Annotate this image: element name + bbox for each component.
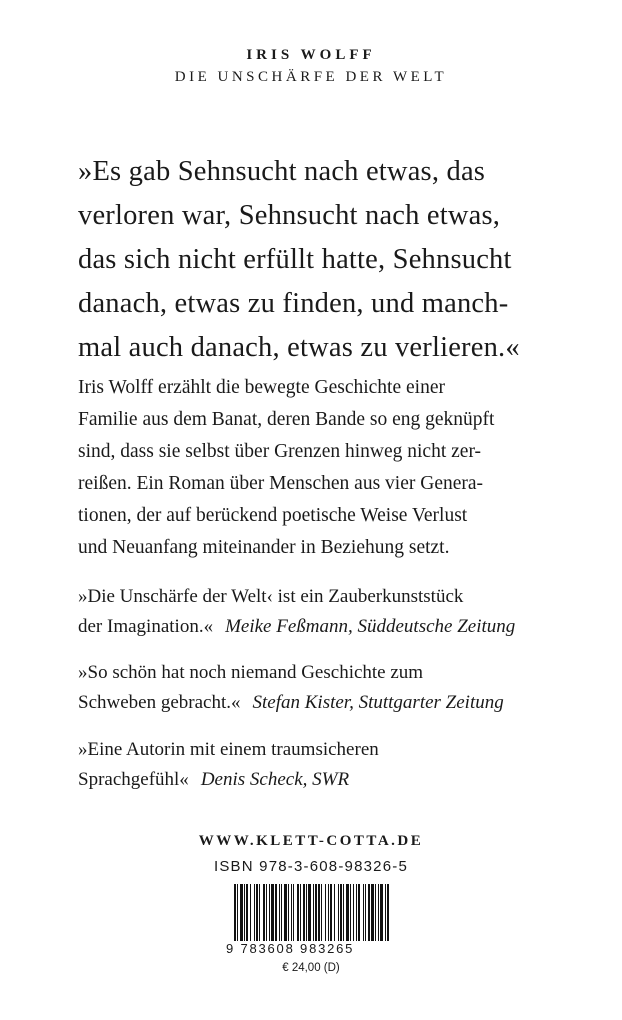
publisher-website: WWW.KLETT-COTTA.DE [198,833,424,849]
description-line: Iris Wolff erzählt die bewegte Geschichte einer [78,377,445,398]
barcode-bar [375,884,376,946]
author-name: IRIS WOLFF [246,47,376,63]
barcode-bar [300,884,301,946]
review-text: »Eine Autorin mit einem traumsicheren [78,739,379,760]
quote-line: verloren war, Sehnsucht nach etwas, [78,200,501,231]
review-text: der Imagination.« [78,616,214,637]
barcode-bar [275,884,277,946]
quote-line: mal auch danach, etwas zu verlieren.« [78,332,520,363]
barcode-bar [308,884,311,946]
barcode-bar [328,884,329,946]
review-text-end [78,612,558,642]
barcode-bar [240,884,243,946]
review-text: »So schön hat noch niemand Geschichte zum [78,662,424,683]
barcode-bar [271,884,274,946]
barcode-bar [284,884,287,946]
barcode-bar [288,884,289,946]
barcode-bar [350,884,351,946]
barcode-bar [346,884,349,946]
barcode-bar [263,884,265,946]
barcode-bar [297,884,299,946]
barcode-bar [293,884,294,946]
review-source: Denis Scheck, SWR [200,769,350,790]
quote-line: »Es gab Sehnsucht nach etwas, das [78,156,486,187]
review-text: Schweben gebracht.« [78,692,241,713]
barcode-bar [343,884,344,946]
barcode-bar [338,884,339,946]
barcode-bar [246,884,248,946]
barcode-bar [256,884,258,946]
barcode-bar [321,884,322,946]
barcode-bar [353,884,354,946]
barcode-bar [385,884,386,946]
price: € 24,00 (D) [282,962,340,974]
barcode-bar [325,884,326,946]
description-line: Familie aus dem Banat, deren Bande so eng geknüpft [78,409,495,430]
review-text-end [78,688,558,718]
book-description [78,372,548,564]
barcode-bar [237,884,238,946]
barcode-digits: 9 783608 983265 [226,941,396,956]
featured-quote [78,150,558,370]
barcode-bar [306,884,307,946]
barcode-bar [330,884,332,946]
review-quote-2 [78,658,558,718]
review-quote-3 [78,735,558,795]
barcode-bar [363,884,364,946]
review-text: »Die Unschärfe der Welt‹ ist ein Zauberkunststück [78,586,464,607]
barcode-bar [368,884,370,946]
barcode-bar [234,884,236,946]
barcode-bar [380,884,383,946]
review-text-end [78,765,558,795]
barcode-bar [358,884,360,946]
barcode-bar [365,884,366,946]
review-source: Meike Feßmann, Süddeutsche Zeitung [225,616,516,637]
barcode-bar [318,884,320,946]
barcode-image [228,884,394,946]
description-line: sind, dass sie selbst über Grenzen hinweg nicht zer- [78,441,482,462]
barcode-bar [291,884,292,946]
barcode-bar [266,884,267,946]
barcode-bar [315,884,317,946]
barcode-bar [371,884,374,946]
barcode-bar [281,884,282,946]
barcode-bar [334,884,335,946]
barcode-bar [244,884,245,946]
barcode-bar [303,884,305,946]
description-line: und Neuanfang miteinander in Beziehung setzt. [78,537,450,558]
barcode-bar [387,884,389,946]
barcode-bar [313,884,314,946]
review-text: Sprachgefühl« [78,769,189,790]
barcode-bar [340,884,342,946]
book-title: DIE UNSCHÄRFE DER WELT [174,69,448,85]
barcode-bar [269,884,270,946]
description-line: reißen. Ein Roman über Menschen aus vier Genera- [78,473,484,494]
quote-line: danach, etwas zu finden, und manch- [78,288,509,319]
review-quote-1 [78,582,558,642]
barcode-bar [356,884,357,946]
description-line: tionen, der auf berückend poetische Weise Verlust [78,505,468,526]
isbn-number: ISBN 978-3-608-98326-5 [213,858,408,875]
quote-line: das sich nicht erfüllt hatte, Sehnsucht [78,244,512,275]
barcode-bar [378,884,379,946]
barcode-bar [279,884,280,946]
barcode-bar [254,884,255,946]
barcode-bar [259,884,260,946]
header [0,44,622,88]
barcode-bar [250,884,251,946]
review-source: Stefan Kister, Stuttgarter Zeitung [252,692,504,713]
